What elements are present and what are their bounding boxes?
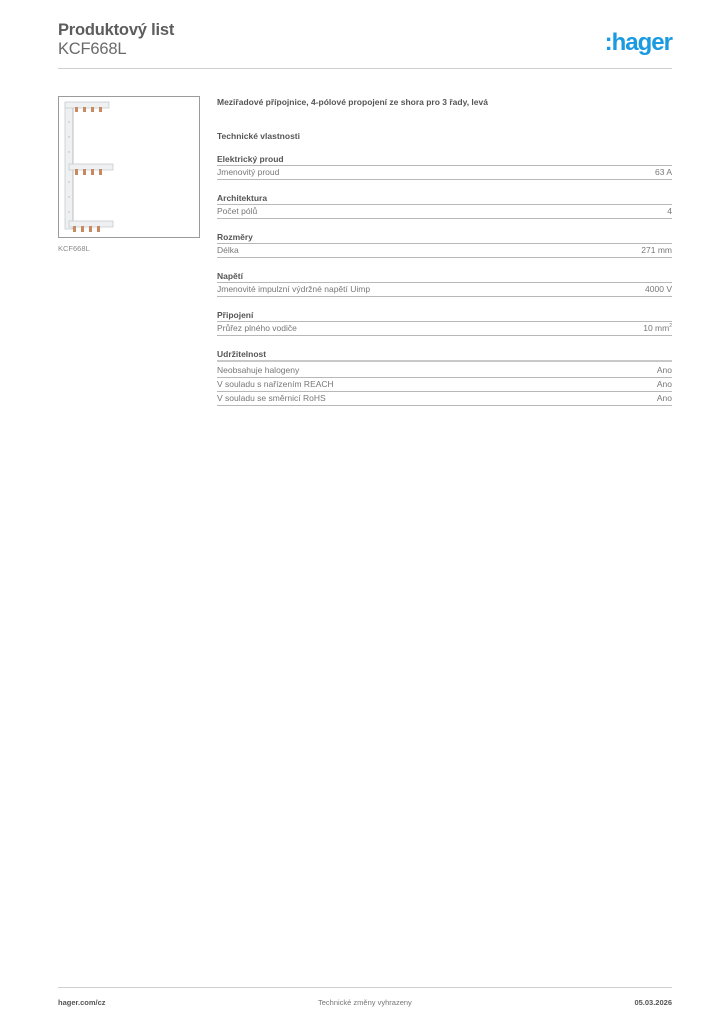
spec-label: V souladu se směrnicí RoHS — [217, 393, 326, 403]
product-description: Meziřadové přípojnice, 4-pólové propojení ze shora pro 3 řady, levá — [217, 97, 488, 107]
spec-value: 10 mm — [643, 323, 670, 333]
spec-label: Neobsahuje halogeny — [217, 365, 300, 375]
spec-row — [217, 205, 672, 219]
footer-website-link[interactable]: hager.com/cz — [58, 998, 106, 1007]
spec-row — [217, 378, 672, 392]
group-title: Architektura — [217, 192, 672, 205]
spec-group-voltage — [217, 270, 672, 297]
spec-value: Ano — [656, 379, 672, 389]
spec-value: 4 — [667, 206, 672, 216]
section-heading: Technické vlastnosti — [217, 131, 300, 141]
group-title: Elektrický proud — [217, 153, 672, 166]
busbar-illustration-icon — [59, 97, 199, 237]
spec-label: Jmenovitý proud — [217, 167, 280, 177]
spec-group-architecture — [217, 192, 672, 219]
spec-value: 271 mm — [641, 245, 672, 255]
spec-value-wrap — [643, 322, 672, 335]
spec-row — [217, 364, 672, 378]
spec-group-dimensions — [217, 231, 672, 258]
spec-group-electric-current — [217, 153, 672, 180]
spec-value: Ano — [656, 393, 672, 403]
group-title: Udržitelnost — [217, 348, 672, 362]
spec-row — [217, 322, 672, 336]
spec-label: V souladu s nařízením REACH — [217, 379, 334, 389]
spec-label: Průřez plného vodiče — [217, 323, 297, 333]
spec-row — [217, 283, 672, 297]
spec-row — [217, 244, 672, 258]
page-header — [58, 20, 672, 69]
spec-label: Délka — [217, 245, 239, 255]
spec-value: Ano — [656, 365, 672, 375]
product-image — [58, 96, 200, 238]
footer-notice: Technické změny vyhrazeny — [318, 998, 412, 1007]
spec-group-sustainability — [217, 348, 672, 406]
spec-value-superscript: 2 — [669, 323, 672, 330]
page-footer — [58, 987, 672, 1007]
page-title: Produktový list — [58, 21, 175, 39]
spec-label: Počet pólů — [217, 206, 258, 216]
spec-content — [217, 96, 672, 406]
group-title: Připojení — [217, 309, 672, 322]
product-code: KCF668L — [58, 40, 127, 58]
group-title: Rozměry — [217, 231, 672, 244]
group-title: Napětí — [217, 270, 672, 283]
spec-row — [217, 392, 672, 406]
footer-date: 05.03.2026 — [634, 998, 672, 1007]
spec-row — [217, 166, 672, 180]
spec-group-connection — [217, 309, 672, 336]
image-caption: KCF668L — [58, 244, 90, 253]
spec-value: 63 A — [654, 167, 672, 177]
spec-value: 4000 V — [645, 284, 672, 294]
hager-logo: :hager — [604, 29, 672, 56]
spec-label: Jmenovité impulzní výdržné napětí Uimp — [217, 284, 371, 294]
